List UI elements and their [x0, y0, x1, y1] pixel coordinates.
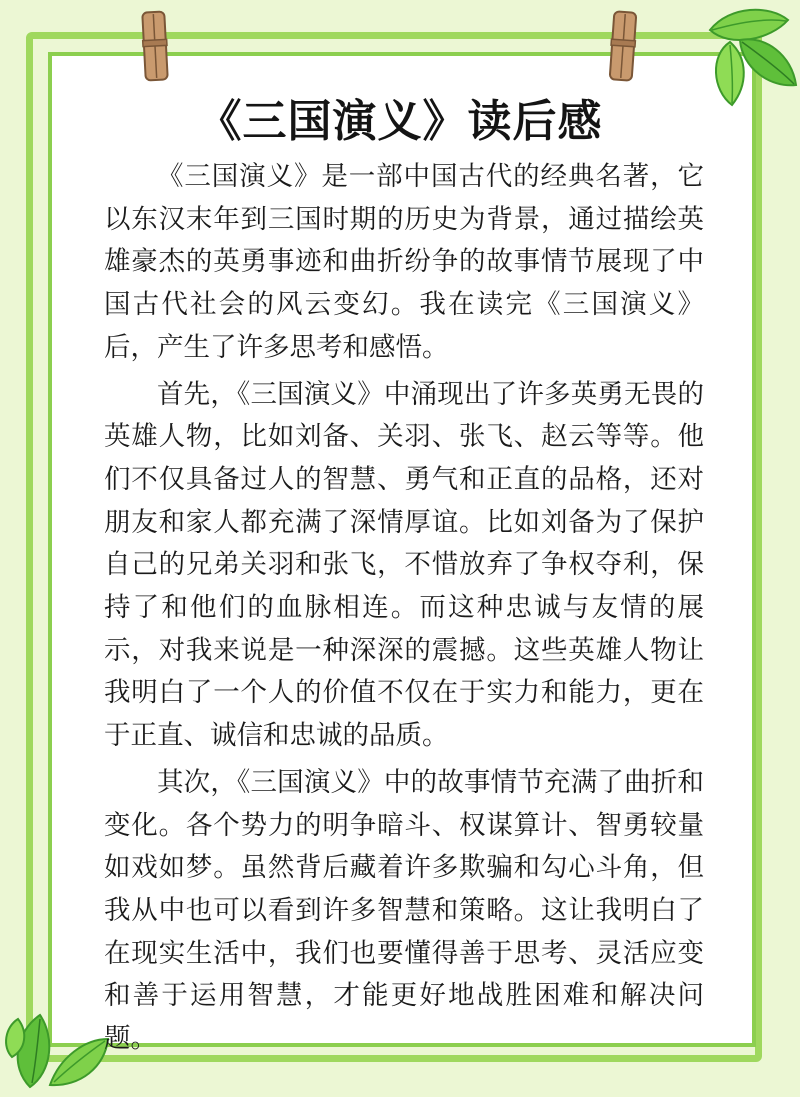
document-body — [104, 156, 704, 1065]
paragraph: 《三国演义》是一部中国古代的经典名著，它以东汉末年到三国时期的历史为背景，通过描绘英雄豪杰的英勇事迹和曲折纷争的故事情节展现了中国古代社会的风云变幻。我在读完《三国演义》后，产生了许多思考和感悟。 — [104, 161, 704, 363]
paragraph: 首先，《三国演义》中涌现出了许多英勇无畏的英雄人物，比如刘备、关羽、张飞、赵云等等。他们不仅具备过人的智慧、勇气和正直的品格，还对朋友和家人都充满了深情厚谊。比如刘备为了保护自己的兄弟关羽和张飞，不惜放弃了争权夺利，保持了和他们的血脉相连。而这种忠诚与友情的展示，对我来说是一种深深的震撼。这些英雄人物让我明白了一个人的价值不仅在于实力和能力，更在于正直、诚信和忠诚的品质。 — [104, 378, 704, 752]
clothespin-icon — [138, 9, 172, 82]
leaf-cluster-icon — [0, 977, 120, 1097]
document-title: 《三国演义》读后感 — [197, 96, 603, 147]
clothespin-icon — [606, 9, 641, 83]
paragraph: 其次，《三国演义》中的故事情节充满了曲折和变化。各个势力的明争暗斗、权谋算计、智勇较量如戏如梦。虽然背后藏着许多欺骗和勾心斗角，但我从中也可以看到许多智慧和策略。这让我明白了在现实生活中，我们也要懂得善于思考、灵活应变和善于运用智慧，才能更好地战胜困难和解决问题。 — [104, 766, 704, 1055]
